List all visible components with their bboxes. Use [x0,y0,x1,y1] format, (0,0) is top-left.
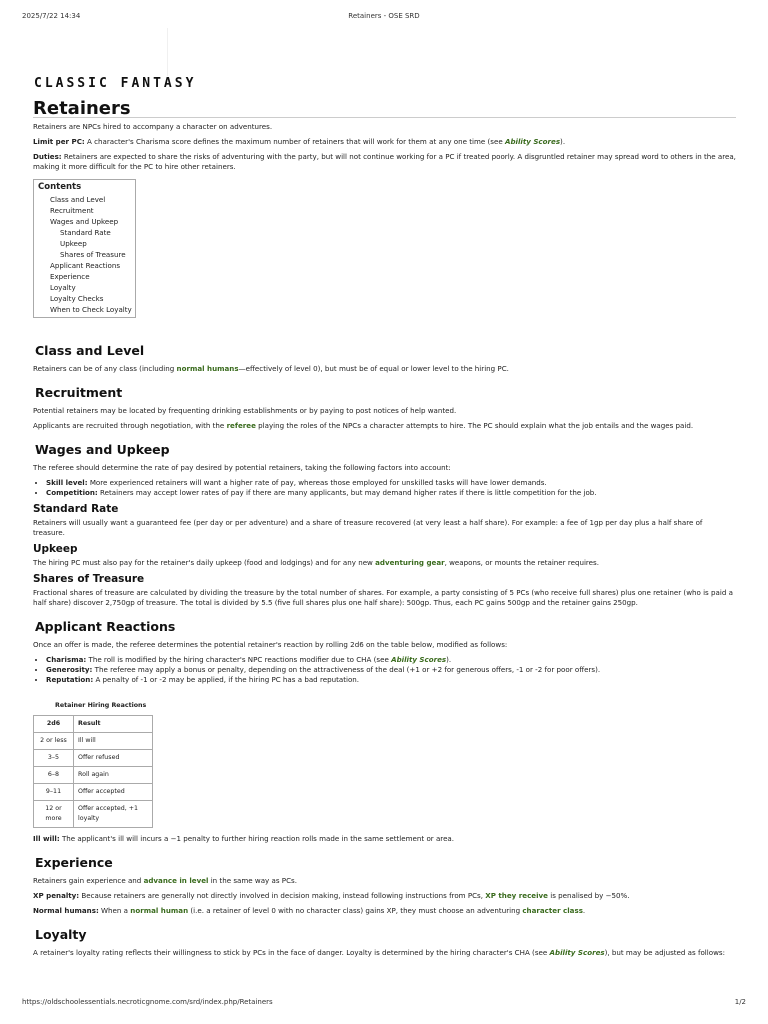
loyalty-text-end: ), but may be adjusted as follows: [604,948,725,957]
heading-reactions: Applicant Reactions [35,619,176,634]
duties-text: Retainers are expected to share the risks of adventuring with the party, but will not continue working for a PC if treated poorly. A disgruntled retainer may spread word to others in the area, making it more difficult for the PC to hire other retainers. [33,152,736,171]
heading-recruitment: Recruitment [35,385,123,400]
list-item [46,488,736,498]
table-row [34,750,153,767]
list-item [46,478,736,488]
table-header-row [34,716,153,733]
loyalty-text: A retainer's loyalty rating reflects their willingness to stick by PCs in the face of danger. Loyalty is determined by the hiring character's CHA (see [33,948,548,957]
advance-in-level-link[interactable]: advance in level [143,876,209,885]
duties-label: Duties: [33,152,62,161]
ability-scores-link[interactable]: Ability Scores [549,948,605,957]
column-header-result: Result [74,716,153,733]
ability-scores-link[interactable]: Ability Scores [391,655,447,664]
table-caption: Retainer Hiring Reactions [55,702,147,709]
normal-human-link[interactable]: normal human [130,906,189,915]
heading-wages: Wages and Upkeep [35,442,170,457]
normal-humans-end: . [582,906,586,915]
shares-text: Fractional shares of treasure are calculated by dividing the treasure by the total number of shares. For example, a party consisting of 5 PCs (who receive full shares) plus one retainer (who is paid a half share) discover 2,750gp of treasure. The total is divided by 5.5 (five full shares plus one half share): 500gp. Thus, each PC gains 500gp and the retainer gains 250gp. [33,588,733,607]
toc-item-wages[interactable]: Wages and Upkeep [50,217,119,226]
class-level-paragraph [33,364,736,374]
heading-upkeep: Upkeep [33,543,78,555]
list-item [46,665,736,675]
column-header-roll: 2d6 [34,716,74,733]
roll-cell: 12 or more [34,801,74,828]
normal-humans-paragraph [33,906,736,916]
result-cell: Offer accepted [74,784,153,801]
hiring-reactions-table [33,715,153,828]
toc-item-when-check[interactable]: When to Check Loyalty [50,305,132,314]
heading-standard-rate: Standard Rate [33,503,119,515]
roll-cell: 2 or less [34,733,74,750]
competition-text: Retainers may accept lower rates of pay if there are many applicants, but may demand higher rates if there is little competition for the job. [100,488,597,497]
skill-label: Skill level: [46,478,88,487]
print-url: https://oldschoolessentials.necroticgnome.com/srd/index.php/Retainers [22,998,273,1006]
limit-end: ). [560,137,566,146]
upkeep-text-end: , weapons, or mounts the retainer requires. [444,558,600,567]
xp-penalty-label: XP penalty: [33,891,80,900]
limit-label: Limit per PC: [33,137,85,146]
ill-will-paragraph [33,834,736,844]
experience-text-end: in the same way as PCs. [210,876,297,885]
list-item [46,655,736,665]
table-row [34,784,153,801]
character-class-link[interactable]: character class [522,906,583,915]
print-page-title: Retainers - OSE SRD [348,12,420,20]
roll-cell: 6–8 [34,767,74,784]
result-cell: Roll again [74,767,153,784]
toc-item-loyalty[interactable]: Loyalty [50,283,76,292]
generosity-label: Generosity: [46,665,93,674]
xp-they-receive-link[interactable]: XP they receive [485,891,548,900]
print-datetime: 2025/7/22 14:34 [22,12,81,20]
intro-paragraph: Retainers are NPCs hired to accompany a character on adventures. [33,122,273,131]
toc-item-recruitment[interactable]: Recruitment [50,206,94,215]
toc-item-class-level[interactable]: Class and Level [50,195,106,204]
charisma-end: ). [446,655,452,664]
upkeep-paragraph [33,558,736,568]
toc-item-upkeep[interactable]: Upkeep [60,239,87,248]
roll-cell: 3–5 [34,750,74,767]
referee-link[interactable]: referee [226,421,256,430]
roll-cell: 9–11 [34,784,74,801]
charisma-text: The roll is modified by the hiring character's NPC reactions modifier due to CHA (see [88,655,389,664]
generosity-text: The referee may apply a bonus or penalty, depending on the attractiveness of the deal (+1 or +2 for generous offers, -1 or -2 for poor offers). [94,665,601,674]
recruitment-p2-end: playing the roles of the NPCs a character attempts to hire. The PC should explain what the job entails and the wages paid. [258,421,694,430]
heading-class-level: Class and Level [35,343,145,358]
reactions-modifiers-list [33,655,736,685]
normal-humans-text-mid: (i.e. a retainer of level 0 with no character class) gains XP, they must choose an adventuring [190,906,521,915]
reputation-text: A penalty of -1 or -2 may be applied, if the hiring PC has a bad reputation. [95,675,360,684]
reputation-label: Reputation: [46,675,94,684]
standard-rate-text: Retainers will usually want a guaranteed fee (per day or per adventure) and a share of treasure recovered (at very least a half share). For example: a fee of 1gp per day plus a half share of treasure. [33,518,703,537]
ill-will-text: The applicant's ill will incurs a −1 penalty to further hiring reaction rolls made in the same settlement or area. [61,834,455,843]
result-cell: Offer refused [74,750,153,767]
site-logo-text[interactable]: CLASSIC FANTASY [34,76,197,91]
wages-intro: The referee should determine the rate of pay desired by potential retainers, taking the following factors into account: [33,463,451,472]
article-content [33,98,736,963]
toc-title: Contents [38,182,82,192]
normal-humans-link[interactable]: normal humans [176,364,239,373]
normal-humans-text: When a [101,906,129,915]
experience-text: Retainers gain experience and [33,876,142,885]
print-page-number: 1/2 [734,998,746,1006]
print-header [22,12,746,24]
logo-image-placeholder [77,28,168,76]
experience-p1 [33,876,736,886]
table-of-contents [33,179,136,318]
page-title: Retainers [33,104,736,118]
ability-scores-link[interactable]: Ability Scores [504,137,561,146]
class-level-text: Retainers can be of any class (including [33,364,175,373]
limit-text: A character's Charisma score defines the maximum number of retainers that will work for them at any one time (see [87,137,503,146]
result-cell: Ill will [74,733,153,750]
toc-item-standard-rate[interactable]: Standard Rate [60,228,111,237]
charisma-label: Charisma: [46,655,87,664]
heading-experience: Experience [35,855,113,870]
print-footer [22,998,746,1010]
table-row [34,733,153,750]
list-item [46,675,736,685]
recruitment-p2-text: Applicants are recruited through negotiation, with the [33,421,225,430]
class-level-text-end: —effectively of level 0), but must be of equal or lower level to the hiring PC. [238,364,509,373]
ill-will-label: Ill will: [33,834,60,843]
competition-label: Competition: [46,488,98,497]
limit-paragraph [33,137,736,147]
xp-penalty-paragraph [33,891,736,901]
result-cell: Offer accepted, +1 loyalty [74,801,153,828]
recruitment-p1: Potential retainers may be located by frequenting drinking establishments or by paying to post notices of help wanted. [33,406,457,415]
heading-loyalty: Loyalty [35,927,87,942]
toc-item-reactions[interactable]: Applicant Reactions [50,261,121,270]
skill-text: More experienced retainers will want a higher rate of pay, whereas those employed for unskilled tasks will have lower demands. [89,478,547,487]
table-row [34,801,153,828]
heading-shares: Shares of Treasure [33,573,145,585]
toc-item-loyalty-checks[interactable]: Loyalty Checks [50,294,104,303]
adventuring-gear-link[interactable]: adventuring gear [375,558,445,567]
recruitment-p2 [33,421,736,431]
loyalty-paragraph [33,948,736,958]
toc-item-shares[interactable]: Shares of Treasure [60,250,126,259]
xp-penalty-end: is penalised by −50%. [550,891,630,900]
wages-factors-list [33,478,736,498]
toc-item-experience[interactable]: Experience [50,272,90,281]
xp-penalty-text: Because retainers are generally not directly involved in decision making, instead following instructions from PCs, [81,891,484,900]
table-row [34,767,153,784]
normal-humans-label: Normal humans: [33,906,99,915]
upkeep-text: The hiring PC must also pay for the retainer's daily upkeep (food and lodgings) and for any new [33,558,373,567]
reactions-intro: Once an offer is made, the referee determines the potential retainer's reaction by rolling 2d6 on the table below, modified as follows: [33,640,508,649]
duties-paragraph [33,152,736,172]
